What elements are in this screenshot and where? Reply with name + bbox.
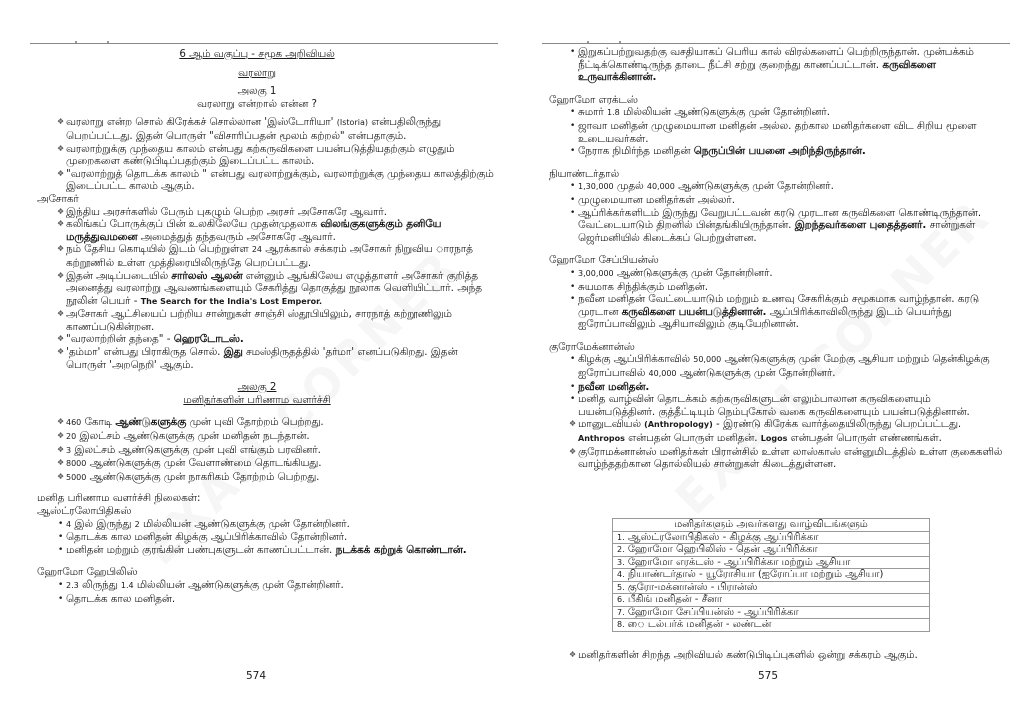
list-item: • சுயமாக சிந்திக்கும் மனிதன். bbox=[570, 280, 708, 293]
section-heading-ashoka: அசோகர் bbox=[37, 192, 79, 205]
subject-title: வரலாறு bbox=[238, 66, 276, 79]
dot-bullet-icon: • bbox=[570, 207, 576, 218]
table-row: 2. ஹோமோ ஹெபிலிஸ் - தென் ஆப்பிரிக்கா bbox=[613, 544, 930, 557]
unit2-label: அலகு 2 bbox=[237, 381, 277, 394]
dot-bullet-icon: • bbox=[58, 593, 64, 604]
final-point bbox=[549, 649, 1009, 662]
diamond-bullet-icon: ❖ bbox=[57, 206, 65, 216]
homo-erectus-points bbox=[549, 106, 1009, 157]
list-item: • ஜாவா மனிதன் முழுமையான மனிதன் அல்ல. தற்கால மனிதர்களை விட சிறிய மூளை உடையவர்கள். bbox=[570, 119, 977, 145]
list-item: ❖ 20 இலட்சம் ஆண்டுகளுக்கு முன் மனிதன் நடந்தான். bbox=[57, 430, 310, 443]
list-item: • மனித வாழ்வின் தொடக்கம் கற்கருவிகளுடன் எலும்பாலான கருவிகளையும் பயன்படுத்தினர். குத்தீட்டியும் நெம்புகோல் வகை கருவிகளையும் பயன்படுத்தினான். bbox=[570, 393, 970, 418]
dot-bullet-icon: • bbox=[570, 181, 576, 192]
list-item: • நேராக நிமிர்ந்த மனிதன் நெருப்பின் பயனை அறிந்திருந்தான். bbox=[570, 145, 866, 158]
diamond-bullet-icon: ❖ bbox=[57, 458, 65, 468]
diamond-bullet-icon: ❖ bbox=[57, 117, 65, 127]
australopithecus-points bbox=[37, 518, 497, 557]
header-rule bbox=[542, 43, 1010, 44]
dot-bullet-icon: • bbox=[58, 518, 64, 529]
dot-bullet-icon: • bbox=[570, 394, 576, 405]
dot-bullet-icon: • bbox=[570, 281, 576, 292]
dot-bullet-icon: • bbox=[570, 294, 576, 305]
unit2-title: மனிதர்களின் பரிணாம வளர்ச்சி bbox=[183, 393, 331, 406]
diamond-bullet-icon: ❖ bbox=[57, 270, 65, 280]
diamond-bullet-icon: ❖ bbox=[569, 650, 577, 659]
dot-bullet-icon: • bbox=[58, 544, 64, 555]
diamond-bullet-icon: ❖ bbox=[57, 168, 65, 178]
diamond-bullet-icon: ❖ bbox=[57, 334, 65, 344]
dot-bullet-icon: • bbox=[570, 354, 576, 365]
habilis-cont-points bbox=[549, 46, 1009, 84]
diamond-bullet-icon: ❖ bbox=[569, 419, 577, 429]
table-row: 8. ை டல்பர்க் மனிதன் - லண்டன் bbox=[613, 619, 930, 632]
table-row: 1. ஆஸ்ட்ரலோபிதிகஸ் - கிழக்கு ஆப்பிரிக்கா bbox=[613, 531, 930, 544]
table-row: 4. நியாண்டர்தால் - யூரோசியா (ஐரோப்பா மற்றும் ஆசியா) bbox=[613, 569, 930, 582]
list-item: ❖ இந்திய அரசர்களில் பேரும் புகழும் பெற்ற அரசர் அசோகரே ஆவார். bbox=[57, 205, 387, 218]
list-item: ❖ இதன் அடிப்படையில் சார்லஸ் ஆலன் என்னும் ஆங்கிலேய எழுத்தாளர் அசோகர் குறித்த அனைத்து வரலாற்று ஆவணங்களையும் சேகரித்து தொகுத்து நூலாக வெளியிட்டார். அந்த நூலின் பெயர் - The Search for the India's Lost Emperor. bbox=[57, 269, 482, 307]
list-item: ❖ 460 கோடி ஆண்டுகளுக்கு முன் புவி தோற்றம் பெற்றது. bbox=[57, 416, 324, 429]
list-item: • இறுகப்பற்றுவதற்கு வசதியாகப் பெரிய கால் விரல்களைப் பெற்றிருந்தான். முன்பக்கம் நீட்டிக்கொண்டிருந்த தாடை நீட்சி சற்று குறைந்து காணப்பட்டான். கருவிகளை உருவாக்கினான். bbox=[570, 46, 974, 84]
dot-bullet-icon: • bbox=[58, 579, 64, 590]
dot-bullet-icon: • bbox=[570, 381, 576, 392]
list-item: ❖ அசோகர் ஆட்சியைப் பற்றிய சான்றுகள் சாஞ்சி ஸ்தூபியிலும், சாரநாத் கற்றூணிலும் காணப்படுகின்றன. bbox=[57, 308, 452, 333]
list-item: • நவீன மனிதன். bbox=[570, 380, 650, 393]
list-item: • முழுமையான மனிதர்கள் அல்லர். bbox=[570, 193, 735, 206]
section-heading-neanderthal: நியாண்டர்தால் bbox=[549, 167, 620, 180]
page-number: 574 bbox=[245, 670, 267, 682]
diamond-bullet-icon: ❖ bbox=[57, 431, 65, 441]
diamond-bullet-icon: ❖ bbox=[57, 471, 65, 481]
section-heading-homo-habilis: ஹோமோ ஹேபிலிஸ் bbox=[37, 566, 138, 579]
homo-sapiens-points bbox=[549, 267, 1009, 331]
dot-bullet-icon: • bbox=[570, 120, 576, 131]
list-item: ❖ கலிங்கப் போருக்குப் பின் உலகிலேயே முதன்முதலாக விலங்குகளுக்கும் தனியே மருத்துவமனை அமைத்துத் தந்தவரும் அசோகரே ஆவார். bbox=[57, 218, 442, 243]
list-item: • கிழக்கு ஆப்பிரிக்காவில் 50,000 ஆண்டுகளுக்கு முன் மேற்கு ஆசியா மற்றும் தென்கிழக்கு ஐரோப்பாவில் 40,000 ஆண்டுகளுக்கு முன் தோன்றினர். bbox=[570, 353, 990, 380]
habitats-table bbox=[612, 518, 930, 632]
list-item: • தொடக்க கால மனிதன் கிழக்கு ஆப்பிரிக்காவில் தோன்றினர். bbox=[58, 531, 348, 544]
table-title: மனிதர்களும் அவர்களது வாழ்விடங்களும் bbox=[613, 519, 930, 532]
stages-heading: மனித பரிணாம வளர்ச்சி நிலைகள்: bbox=[37, 492, 201, 505]
diamond-bullet-icon: ❖ bbox=[57, 219, 65, 229]
table-row: 3. ஹோமோ எரக்டஸ் - ஆப்பிரிக்கா மற்றும் ஆசியா bbox=[613, 556, 930, 569]
section-heading-homo-sapiens: ஹோமோ சேப்பியன்ஸ் bbox=[549, 254, 659, 267]
list-item: • சுமார் 1.8 மில்லியன் ஆண்டுகளுக்கு முன் தோன்றினர். bbox=[570, 106, 831, 119]
list-item: ❖ குரோமக்னான்ஸ் மனிதர்கள் பிரான்சில் உள்ள லாஸ்காஸ் என்னுமிடத்தில் உள்ள குகைகளில் வாழ்ந்ததற்கான தொல்லியல் சான்றுகள் கிடைத்துள்ளன. bbox=[569, 445, 1003, 471]
diamond-bullet-icon: ❖ bbox=[57, 347, 65, 357]
section-heading-homo-erectus: ஹோமோ எரக்டஸ் bbox=[549, 93, 638, 106]
list-item: ❖ 5000 ஆண்டுகளுக்கு முன் நாகரிகம் தோற்றம் பெற்றது. bbox=[57, 470, 320, 483]
list-item: • ஆப்ரிக்கர்களிடம் இருந்து வேறுபட்டவன் கரடு முரடான கருவிகளை கொண்டிருந்தான். வேட்டையாடும் திறனில் பின்தங்கியிருந்தான். இறந்தவர்களை புதைத்தனர். சான்றுகள் ஜெர்மனியில் கிடைக்கப் பெற்றுள்ளன. bbox=[570, 206, 982, 244]
list-item: • 1,30,000 முதல் 40,000 ஆண்டுகளுக்கு முன் தோன்றினர். bbox=[570, 180, 834, 193]
diamond-bullet-icon: ❖ bbox=[57, 143, 65, 153]
page-header-title: 6 ஆம் வகுப்பு - சமூக அறிவியல் bbox=[179, 48, 335, 60]
dot-bullet-icon: • bbox=[570, 146, 576, 157]
list-item: ❖ 8000 ஆண்டுகளுக்கு முன் வேளாண்மை தொடங்கியது. bbox=[57, 457, 322, 470]
homo-habilis-points bbox=[37, 579, 497, 605]
list-item: • 3,00,000 ஆண்டுகளுக்கு முன் தோன்றினர். bbox=[570, 266, 773, 279]
cro-magnon-points bbox=[549, 353, 1009, 470]
list-item: ❖ 3 இலட்சம் ஆண்டுகளுக்கு முன் புவி எங்கும் பரவினர். bbox=[57, 443, 321, 456]
table-row: 5. குரோ-மக்னான்ஸ் - பிரான்ஸ் bbox=[613, 581, 930, 594]
list-item: ❖ வரலாற்றுக்கு முந்தைய காலம் என்பது கற்கருவிகளை பயன்படுத்தியதற்கும் எழுதும் முறைகளை கண்டுபிடிப்பதற்கும் இடைப்பட்ட காலம். bbox=[57, 142, 455, 168]
list-item: ❖ நம் தேசிய கொடியில் இடம் பெற்றுள்ள 24 ஆரக்கால் சக்கரம் அசோகர் நிறுவிய ாரநாத் கற்றூணில் உள்ள முத்திரையிலிருந்தே பெறப்பட்டது. bbox=[57, 243, 473, 269]
diamond-bullet-icon: ❖ bbox=[569, 446, 577, 456]
section-heading-cro-magnon: குரோமேக்னான்ஸ் bbox=[549, 340, 635, 353]
list-item: ❖ "வரலாற்றின் தந்தை" - ஹெரடோடஸ். bbox=[57, 333, 244, 346]
diamond-bullet-icon: ❖ bbox=[57, 309, 65, 319]
neanderthal-points bbox=[549, 180, 1009, 244]
diamond-bullet-icon: ❖ bbox=[57, 244, 65, 254]
dot-bullet-icon: • bbox=[570, 47, 576, 57]
list-item: • 2.3 லிருந்து 1.4 மில்லியன் ஆண்டுகளுக்கு முன் தோன்றினர். bbox=[58, 578, 344, 591]
dot-bullet-icon: • bbox=[58, 532, 64, 543]
header-rule bbox=[30, 43, 498, 44]
left-page-content bbox=[37, 48, 497, 605]
dot-bullet-icon: • bbox=[570, 267, 576, 278]
list-item: • மனிதன் மற்றும் குரங்கின் பண்புகளுடன் காணப்பட்டான். நடக்கக் கற்றுக் கொண்டான். bbox=[58, 543, 467, 556]
page-575 bbox=[512, 0, 1024, 725]
list-item: ❖ 'தம்மா' என்பது பிராகிருத சொல். இது சமஸ்திருதத்தில் 'தர்மா' எனப்படுகிறது. இதன் பொருள் 'அறநெறி' ஆகும். bbox=[57, 346, 458, 371]
right-page-content bbox=[549, 46, 1009, 471]
list-item: • தொடக்க கால மனிதன். bbox=[58, 592, 176, 605]
page-number: 575 bbox=[757, 670, 779, 682]
ashoka-points bbox=[37, 206, 497, 372]
table-row: 7. ஹோமோ சேப்பியன்ஸ் - ஆப்பிரிக்கா bbox=[613, 606, 930, 619]
diamond-bullet-icon: ❖ bbox=[57, 417, 65, 427]
section-heading-australopithecus: ஆஸ்ட்ரலோபிதிகஸ் bbox=[37, 505, 132, 517]
unit1-title: வரலாறு என்றால் என்ன ? bbox=[197, 97, 317, 110]
unit2-points bbox=[37, 416, 497, 484]
list-item: ❖ மனிதர்களின் சிறந்த அறிவியல் கண்டுபிடிப்புகளில் ஒன்று சக்கரம் ஆகும். bbox=[569, 649, 918, 661]
list-item: ❖ "வரலாற்றுத் தொடக்க காலம் " என்பது வரலாற்றுக்கும், வரலாற்றுக்கு முந்தைய காலத்திற்கும் இடைப்பட்ட காலம் ஆகும். bbox=[57, 167, 494, 193]
list-item: • நவீன மனிதன் வேட்டையாடும் மற்றும் உணவு சேகரிக்கும் சமூகமாக வாழ்ந்தான். கரடு முரடான கருவிகளை பயன்படுத்தினான். ஆப்பிரிக்காவிலிருந்து இடம் பெயர்ந்து ஐரோப்பாவிலும் ஆசியாவிலும் குடியேறினான். bbox=[570, 293, 979, 331]
diamond-bullet-icon: ❖ bbox=[57, 444, 65, 454]
list-item: • 4 இல் இருந்து 2 மில்லியன் ஆண்டுகளுக்கு முன் தோன்றினர். bbox=[58, 517, 350, 530]
dot-bullet-icon: • bbox=[570, 194, 576, 205]
dot-bullet-icon: • bbox=[570, 107, 576, 118]
unit1-points bbox=[37, 116, 497, 193]
table-row: 6. பீகிங் மனிதன் - சீனா bbox=[613, 594, 930, 607]
list-item: ❖ மானுடவியல் (Anthropology) - இரண்டு கிரேக்க வார்த்தையிலிருந்து பெறப்பட்டது. Anthropos என்பதன் பொருள் மனிதன். Logos என்பதன் பொருள் எண்ணங்கள். bbox=[569, 418, 962, 445]
list-item: ❖ வரலாறு என்ற சொல் கிரேக்கச் சொல்லான 'இஸ்டோரியா' (Istoria) என்பதிலிருந்து பெறப்பட்டது. இதன் பொருள் "விசாரிப்பதன் மூலம் கற்றல்" என்பதாகும். bbox=[57, 116, 441, 142]
unit1-label: அலகு 1 bbox=[237, 85, 277, 98]
